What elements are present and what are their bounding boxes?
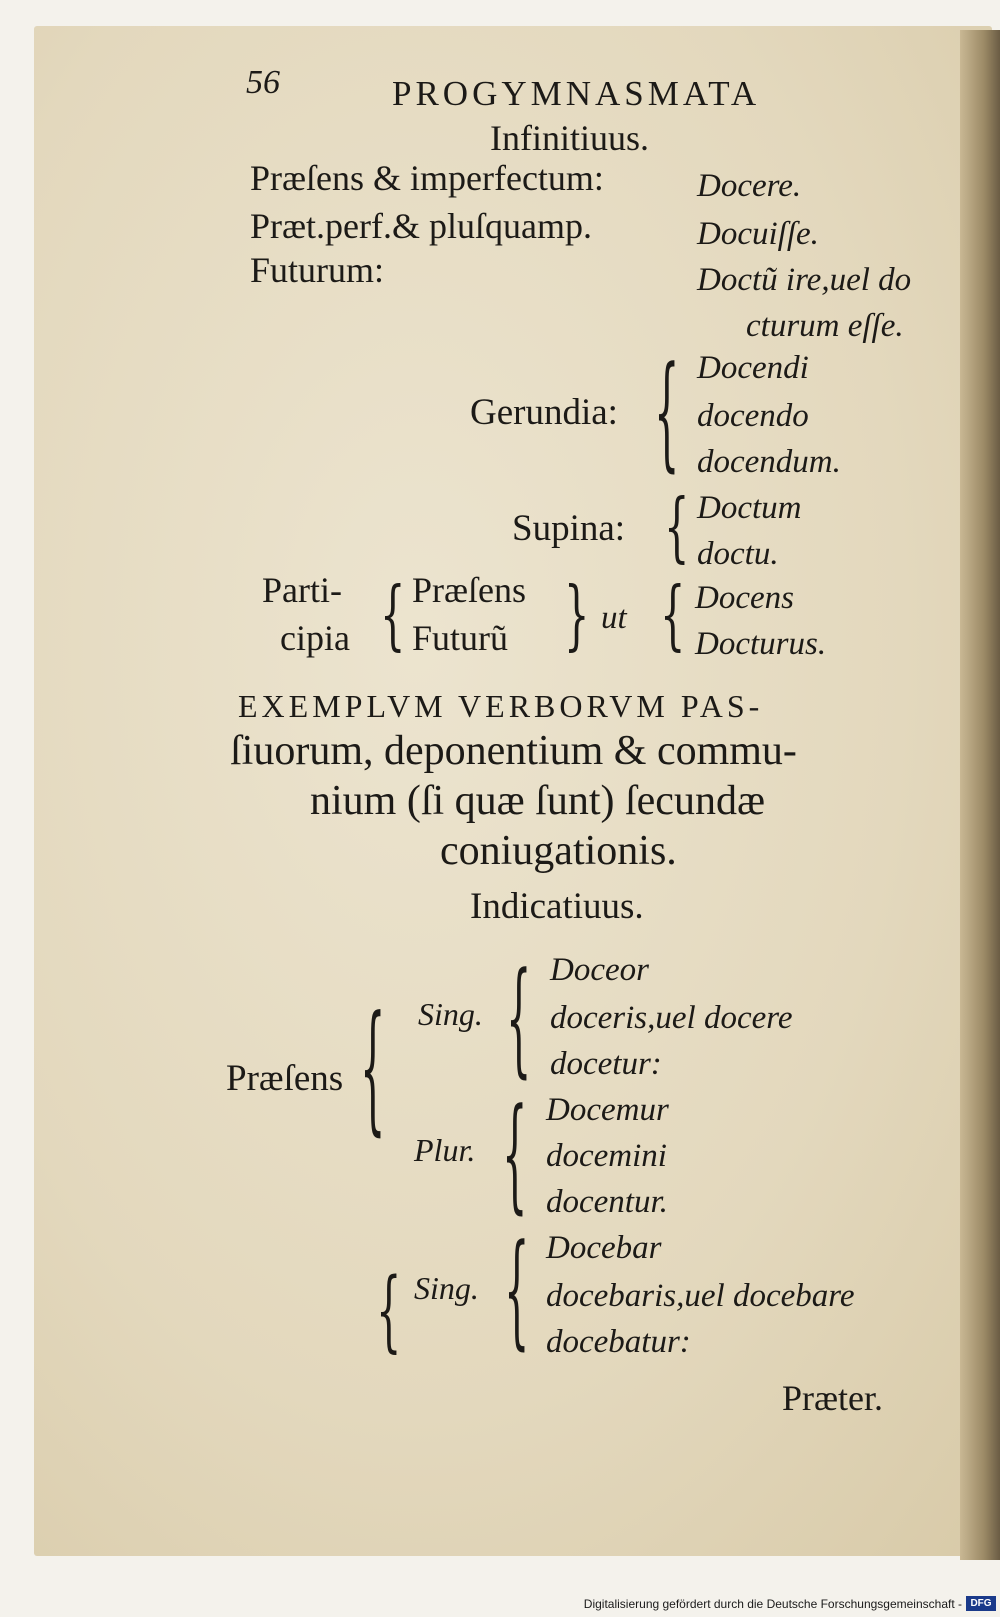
supina-form-2: doctu. — [697, 536, 779, 572]
gerundia-label: Gerundia: — [470, 392, 618, 433]
participia-brace-left: { — [380, 572, 406, 660]
participia-brace-middle: } — [564, 572, 590, 660]
participia-brace-right: { — [660, 572, 686, 660]
participia-connector: ut — [601, 600, 627, 636]
gerundia-form-3: docendum. — [697, 444, 841, 480]
catchword: Præter. — [782, 1378, 884, 1418]
participia-form-future: Docturus. — [695, 626, 827, 662]
indicative-heading: Indicatiuus. — [470, 886, 644, 927]
dfg-logo: DFG — [966, 1596, 996, 1611]
gerundia-brace: { — [654, 342, 680, 486]
section-title-line3: nium (ſi quæ ſunt) ſecundæ — [310, 778, 765, 824]
infinitive-label-perfect: Præt.perf.& pluſquamp. — [250, 206, 592, 246]
section-title-line1: EXEMPLVM VERBORVM PAS- — [238, 688, 764, 724]
infinitive-label-present: Præſens & imperfectum: — [250, 158, 604, 198]
supina-form-1: Doctum — [697, 490, 802, 526]
book-spine — [960, 30, 1000, 1560]
present-plur-form-1: Docemur — [546, 1092, 669, 1128]
supina-brace: { — [664, 484, 690, 572]
present-brace: { — [360, 989, 386, 1151]
footer-text: Digitalisierung gefördert durch die Deutsche Forschungsgemeinschaft - — [583, 1597, 962, 1611]
present-sing-brace: { — [506, 948, 532, 1092]
present-plur-form-2: docemini — [546, 1138, 667, 1174]
present-sing-form-2: doceris,uel docere — [550, 1000, 793, 1036]
gerundia-form-2: docendo — [697, 398, 809, 434]
imperfect-brace: { — [376, 1261, 402, 1363]
infinitive-heading: Infinitiuus. — [490, 118, 649, 158]
infinitive-form-perfect: Docuiſſe. — [697, 216, 819, 252]
participia-tense-present: Præſens — [412, 570, 527, 610]
page-number: 56 — [246, 64, 280, 101]
imperfect-sing-form-2: docebaris,uel docebare — [546, 1278, 855, 1314]
imperfect-sing-label: Sing. — [414, 1270, 479, 1306]
present-plur-brace: { — [502, 1084, 528, 1228]
participia-label-line2: cipia — [280, 618, 350, 658]
present-plur-label: Plur. — [414, 1132, 476, 1168]
present-sing-form-3: docetur: — [550, 1046, 662, 1082]
present-plur-form-3: docentur. — [546, 1184, 668, 1220]
section-title-line2: ſiuorum, deponentium & commu- — [230, 728, 797, 774]
participia-label-line1: Parti- — [262, 570, 342, 610]
section-title-line4: coniugationis. — [440, 828, 677, 874]
gerundia-form-1: Docendi — [697, 350, 809, 386]
imperfect-sing-brace: { — [504, 1220, 530, 1364]
infinitive-label-future: Futurum: — [250, 250, 385, 290]
infinitive-form-future-cont: cturum eſſe. — [746, 308, 904, 344]
supina-label: Supina: — [512, 508, 626, 549]
running-title: PROGYMNASMATA — [392, 74, 761, 113]
present-sing-label: Sing. — [418, 996, 483, 1032]
participia-form-present: Docens — [695, 580, 794, 616]
infinitive-form-future: Doctũ ire,uel do — [697, 262, 912, 298]
imperfect-sing-form-1: Docebar — [546, 1230, 662, 1266]
participia-tense-future: Futurũ — [412, 618, 509, 658]
infinitive-form-present: Docere. — [697, 168, 802, 204]
imperfect-sing-form-3: docebatur: — [546, 1324, 691, 1360]
present-label: Præſens — [226, 1058, 344, 1099]
present-sing-form-1: Doceor — [550, 952, 649, 988]
